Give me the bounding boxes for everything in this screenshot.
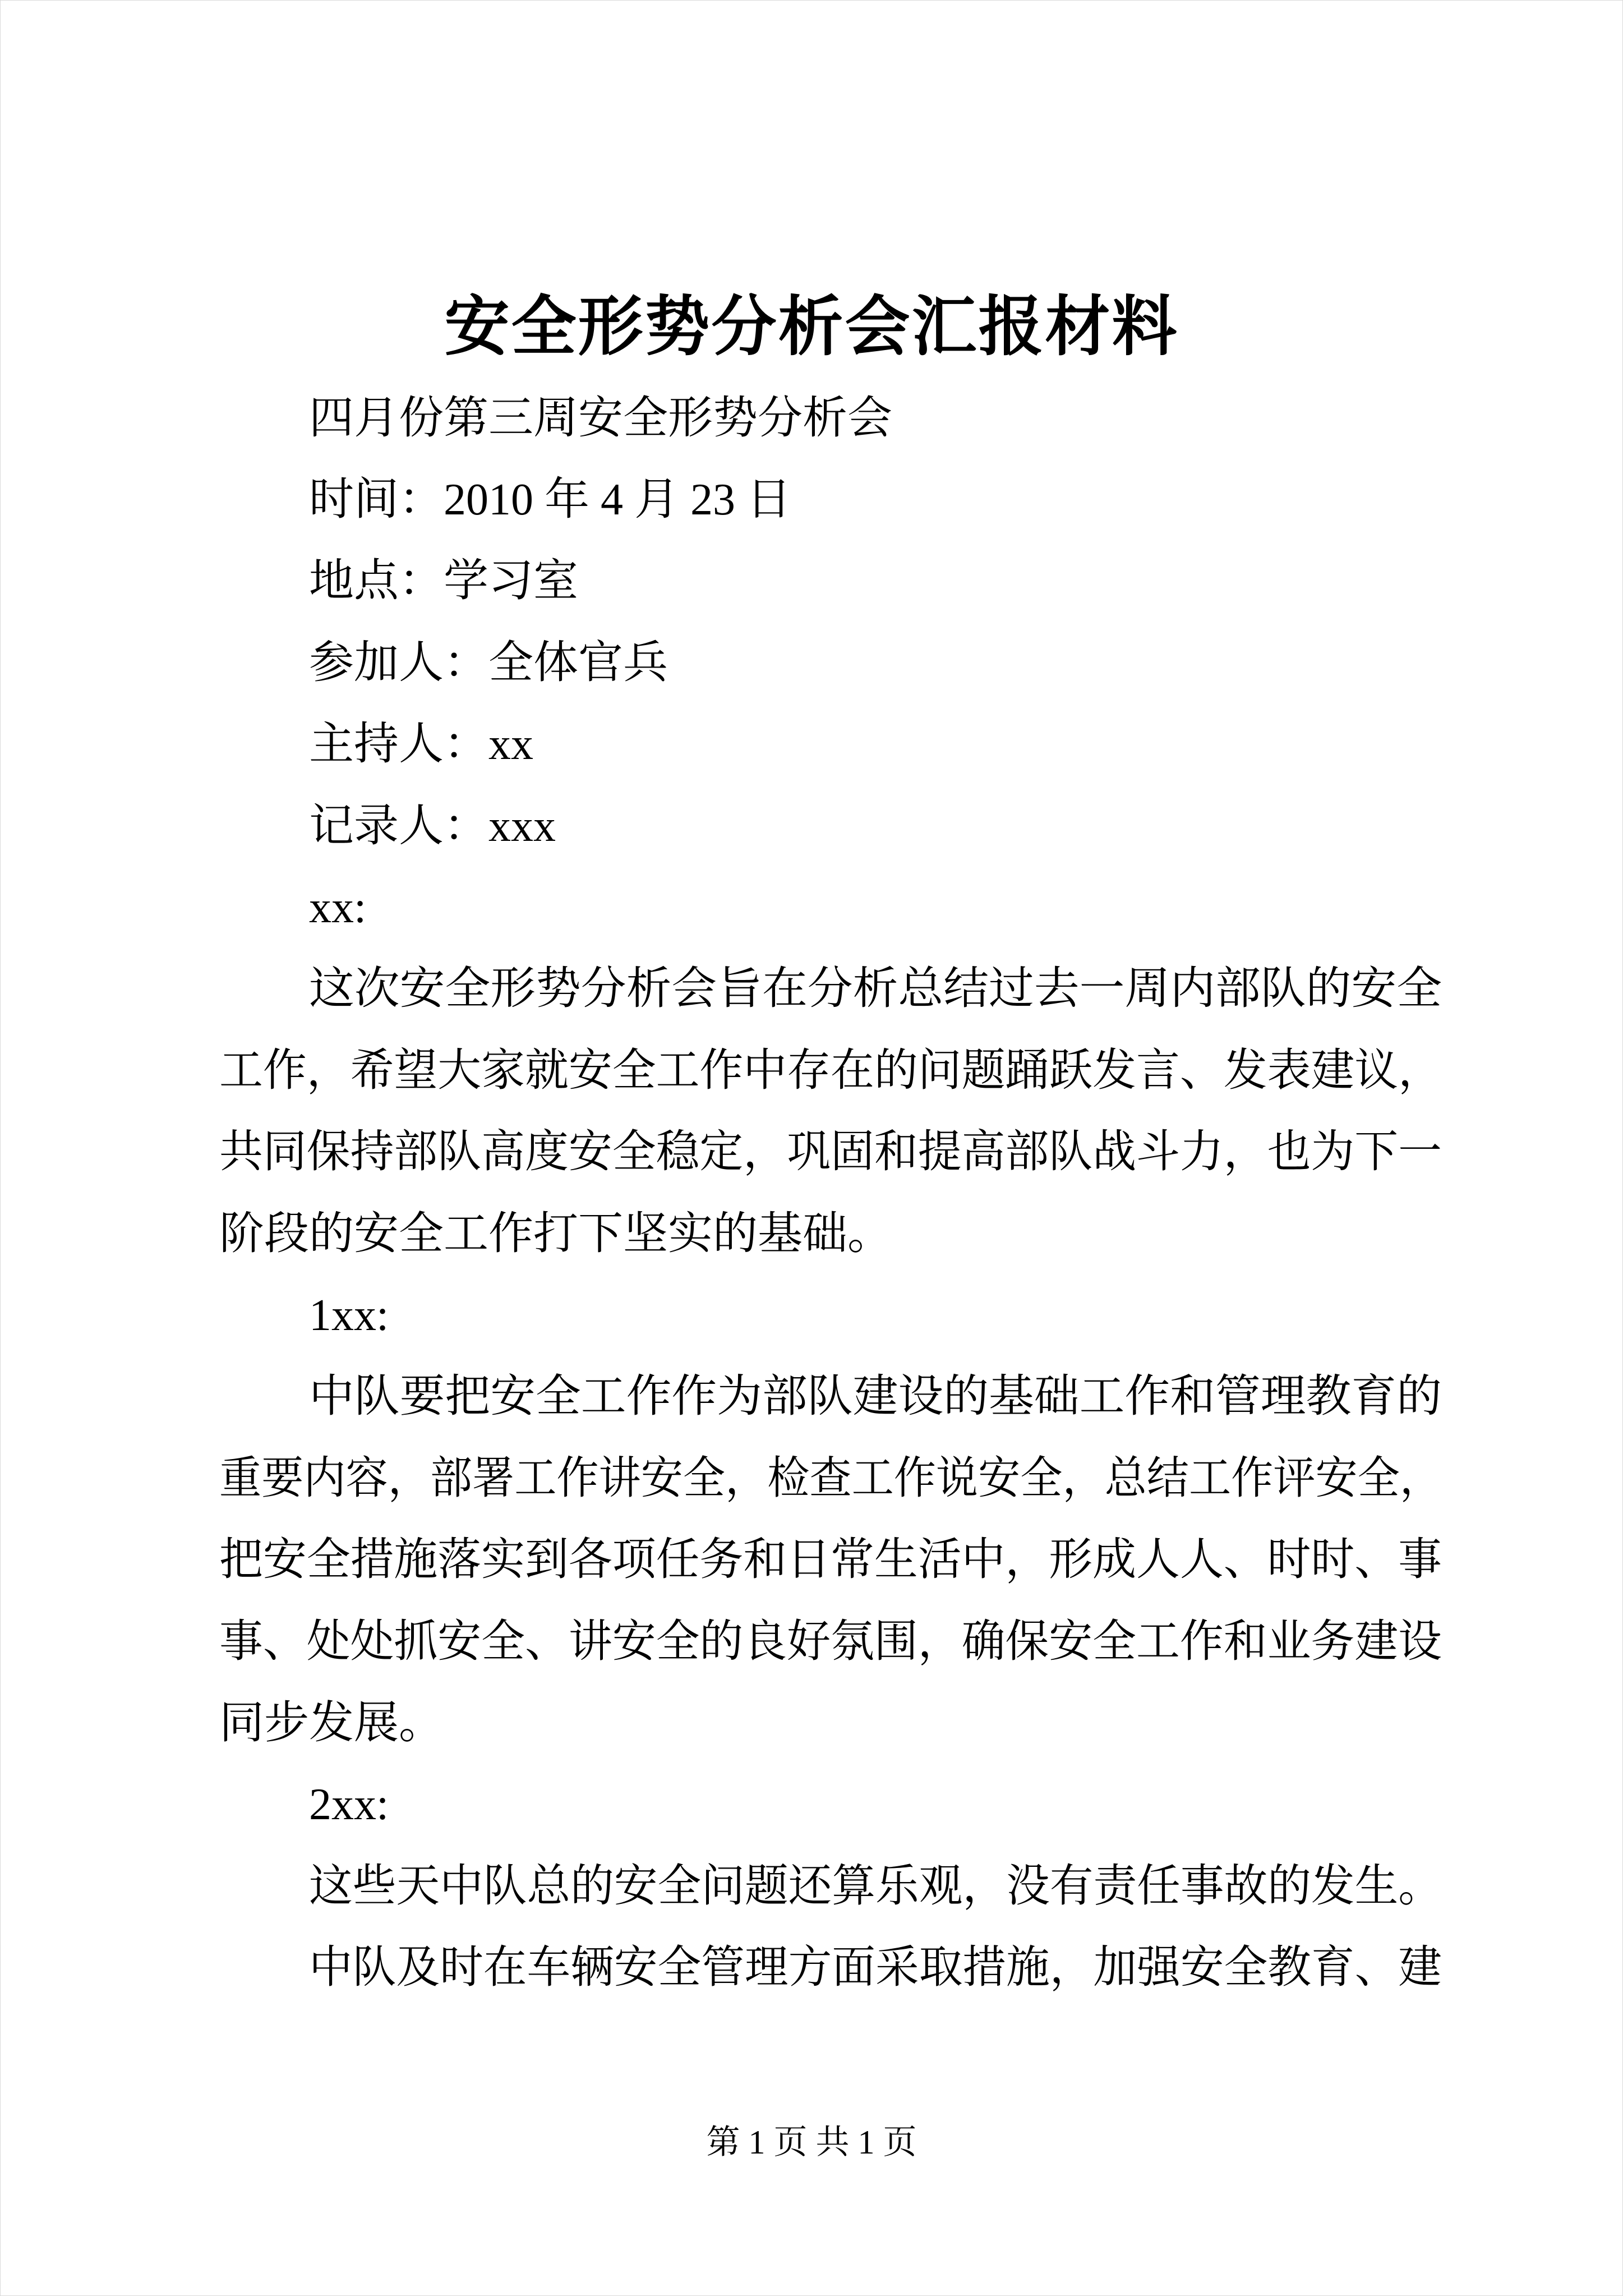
text-line <box>219 867 1442 948</box>
text-line <box>219 1356 1442 1438</box>
document-body <box>219 378 1442 2009</box>
line-text: 1xx: <box>309 1290 389 1340</box>
line-text: 中队要把安全工作作为部队建设的基础工作和管理教育的 <box>309 1372 1442 1422</box>
line-text: 参加人：全体官兵 <box>309 638 668 688</box>
line-text: 重要内容，部署工作讲安全，检查工作说安全，总结工作评安全， <box>219 1453 1442 1503</box>
line-text: 四月份第三周安全形势分析会 <box>309 393 892 443</box>
line-text: 主持人：xx <box>309 720 533 770</box>
text-line <box>219 1112 1442 1193</box>
line-text: 工作，希望大家就安全工作中存在的问题踊跃发言、发表建议， <box>219 1046 1442 1096</box>
line-text: 地点：学习室 <box>309 556 578 606</box>
text-line <box>219 1601 1442 1682</box>
line-text: 这次安全形势分析会旨在分析总结过去一周内部队的安全 <box>309 964 1442 1014</box>
line-text: 2xx: <box>309 1780 389 1830</box>
line-text: xx: <box>309 883 367 933</box>
line-text: 共同保持部队高度安全稳定，巩固和提高部队战斗力，也为下一 <box>219 1128 1442 1177</box>
line-text: 阶段的安全工作打下坚实的基础。 <box>219 1209 892 1259</box>
text-line <box>219 704 1442 785</box>
line-text: 记录人：xxx <box>309 801 556 851</box>
text-line <box>219 1846 1442 1927</box>
text-line <box>219 949 1442 1030</box>
text-line <box>219 541 1442 622</box>
line-text: 时间：2010 年 4 月 23 日 <box>309 475 791 525</box>
text-line <box>219 1438 1442 1519</box>
document-title: 安全形势分析会汇报材料 <box>444 292 1179 364</box>
text-line <box>219 1274 1442 1356</box>
text-line <box>219 459 1442 540</box>
text-line <box>219 1764 1442 1846</box>
text-line <box>219 785 1442 867</box>
text-line <box>219 1682 1442 1764</box>
text-line <box>219 1193 1442 1274</box>
text-line <box>219 378 1442 459</box>
text-line <box>219 1519 1442 1600</box>
text-line <box>219 1927 1442 2008</box>
line-text: 同步发展。 <box>219 1698 444 1748</box>
line-text: 事、处处抓安全、讲安全的良好氛围，确保安全工作和业务建设 <box>219 1617 1442 1667</box>
line-text: 中队及时在车辆安全管理方面采取措施，加强安全教育、建 <box>309 1943 1442 1993</box>
text-line <box>219 1030 1442 1111</box>
text-line <box>219 622 1442 703</box>
line-text: 把安全措施落实到各项任务和日常生活中，形成人人、时时、事 <box>219 1535 1442 1585</box>
line-text: 这些天中队总的安全问题还算乐观，没有责任事故的发生。 <box>309 1861 1442 1911</box>
page-number: 第 1 页 共 1 页 <box>706 2124 917 2161</box>
